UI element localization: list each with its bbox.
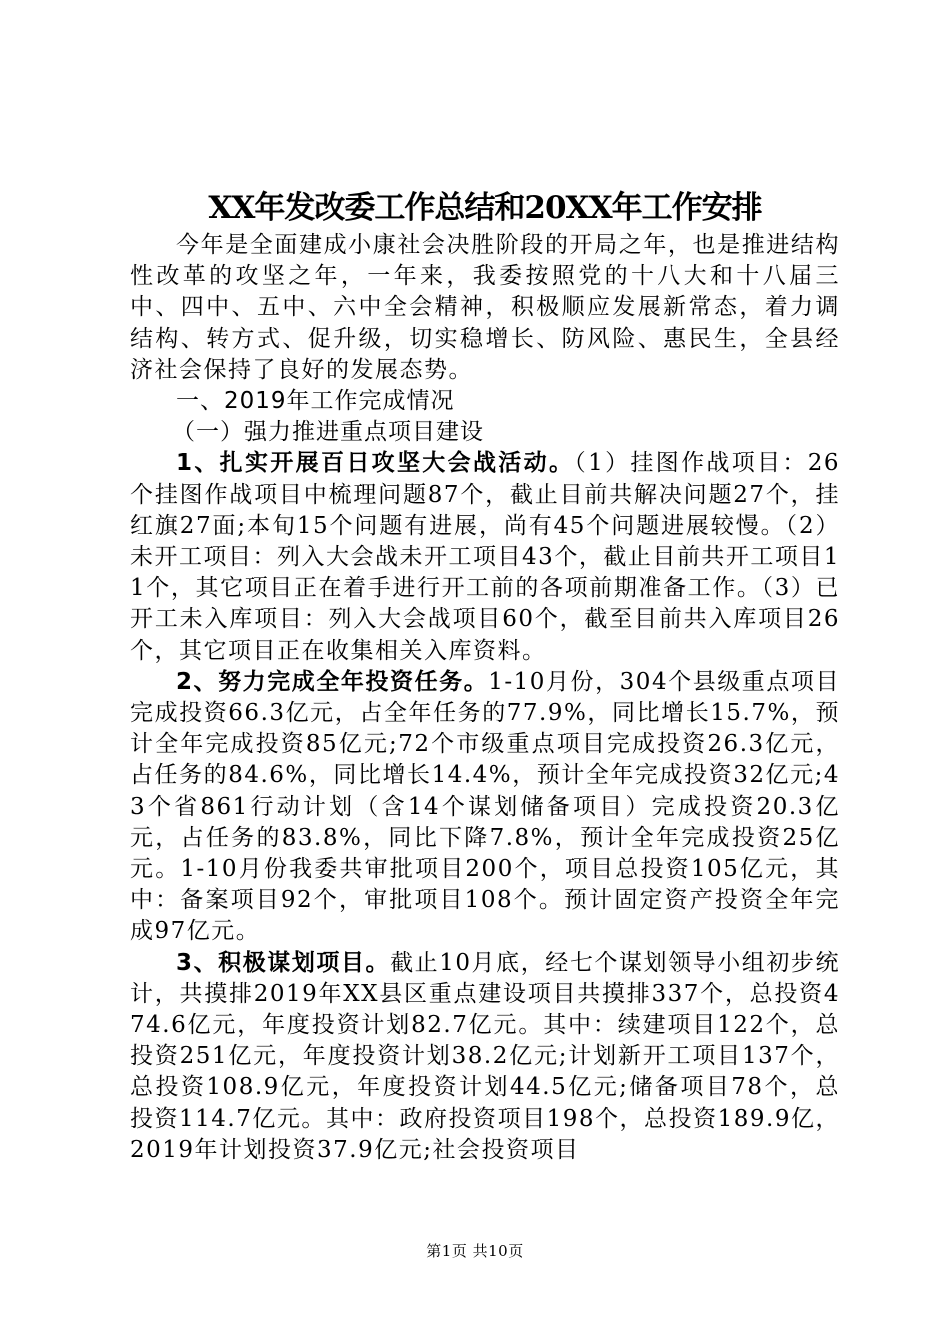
item-paragraph-3 [130, 948, 840, 1166]
item-text-3: 截止10月底，经七个谋划领导小组初步统计，共摸排2019年XX县区重点建设项目共摸排337个，总投资474.6亿元，年度投资计划82.7亿元。其中：续建项目122个，总投资251亿元，年度投资计划38.2亿元;计划新开工项目137个，总投资108.9亿元，年度投资计划44.5亿元;储备项目78个，总投资114.7亿元。其中：政府投资项目198个，总投资189.9亿，2019年计划投资37.9亿元;社会投资项目 [130, 949, 840, 1163]
item-paragraph-2 [130, 667, 840, 948]
item-text-1: （1）挂图作战项目：26个挂图作战项目中梳理问题87个，截止目前共解决问题27个，挂红旗27面;本旬15个问题有进展，尚有45个问题进展较慢。（2）未开工项目：列入大会战未开工项目43个，截止目前共开工项目11个，其它项目正在着手进行开工前的各项前期准备工作。（3）已开工未入库项目：列入大会战项目60个，截至目前共入库项目26个，其它项目正在收集相关入库资料。 [130, 450, 840, 664]
page-footer: 第1页 共10页 [426, 1242, 524, 1260]
section-heading: 一、2019年工作完成情况 [176, 388, 455, 415]
item-lead-3: 3、积极谋划项目。 [176, 949, 391, 976]
intro-paragraph: 今年是全面建成小康社会决胜阶段的开局之年，也是推进结构性改革的攻坚之年，一年来，我委按照党的十八大和十八届三中、四中、五中、六中全会精神，积极顺应发展新常态，着力调结构、转方式、促升级，切实稳增长、防风险、惠民生，全县经济社会保持了良好的发展态势。 [130, 232, 840, 383]
document-page [130, 186, 840, 1166]
subsection-heading: （一）强力推进重点项目建设 [172, 419, 484, 446]
item-text-2: 1-10月份，304个县级重点项目完成投资66.3亿元，占全年任务的77.9%，同比增长15.7%，预计全年完成投资85亿元;72个市级重点项目完成投资26.3亿元，占任务的84.6%，同比增长14.4%，预计全年完成投资32亿元;43个省861行动计划（含14个谋划储备项目）完成投资20.3亿元，占任务的83.8%，同比下降7.8%，预计全年完成投资25亿元。1-10月份我委共审批项目200个，项目总投资105亿元，其中：备案项目92个，审批项目108个。预计固定资产投资全年完成97亿元。 [130, 668, 840, 945]
document-title: XX年发改委工作总结和20XX年工作安排 [208, 190, 762, 226]
item-paragraph-1 [130, 448, 840, 666]
item-lead-2: 2、努力完成全年投资任务。 [176, 668, 489, 695]
item-lead-1: 1、扎实开展百日攻坚大会战活动。 [176, 450, 575, 477]
